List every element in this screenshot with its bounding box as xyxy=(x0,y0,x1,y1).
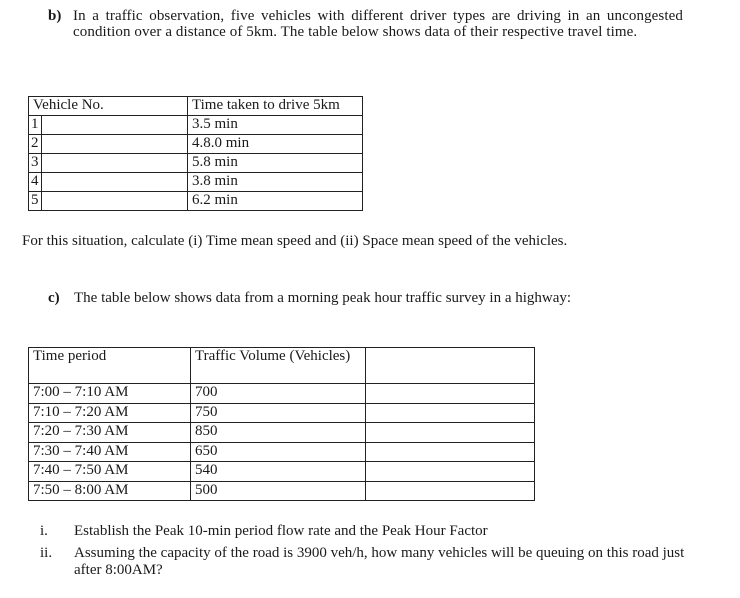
travel-time: 3.5 min xyxy=(188,116,363,135)
empty-cell xyxy=(366,403,535,423)
travel-time: 3.8 min xyxy=(188,173,363,192)
time-period: 7:30 – 7:40 AM xyxy=(29,442,191,462)
sub-question-number: ii. xyxy=(40,545,53,561)
table-row xyxy=(29,173,363,192)
sub-question-text: Assuming the capacity of the road is 3900 veh/h, how many vehicles will be queuing on this road just after 8:00AM? xyxy=(74,545,685,578)
empty-cell xyxy=(41,192,187,211)
header-time-taken: Time taken to drive 5km xyxy=(188,97,363,116)
sub-question-number: i. xyxy=(40,523,48,539)
traffic-volume-table xyxy=(28,347,535,501)
table-header-row xyxy=(29,348,535,384)
sub-question-text: Establish the Peak 10-min period flow rate and the Peak Hour Factor xyxy=(74,523,488,539)
empty-cell xyxy=(366,423,535,443)
question-b-text: In a traffic observation, five vehicles with different driver types are driving in an uncongested condition over a distance of 5km. The table below shows data of their respective travel time. xyxy=(73,8,683,40)
vehicle-number: 2 xyxy=(29,135,42,154)
question-b-label: b) xyxy=(48,8,62,24)
time-period: 7:20 – 7:30 AM xyxy=(29,423,191,443)
vehicle-number: 5 xyxy=(29,192,42,211)
empty-cell xyxy=(41,135,187,154)
empty-cell xyxy=(41,116,187,135)
header-traffic-volume: Traffic Volume (Vehicles) xyxy=(191,348,366,384)
traffic-volume: 500 xyxy=(191,481,366,501)
vehicle-number: 3 xyxy=(29,154,42,173)
table-row xyxy=(29,442,535,462)
empty-cell xyxy=(41,154,187,173)
vehicle-number: 4 xyxy=(29,173,42,192)
traffic-volume: 700 xyxy=(191,384,366,404)
table-header-row xyxy=(29,97,363,116)
traffic-volume: 850 xyxy=(191,423,366,443)
travel-time: 5.8 min xyxy=(188,154,363,173)
time-period: 7:50 – 8:00 AM xyxy=(29,481,191,501)
traffic-volume: 540 xyxy=(191,462,366,482)
table-row xyxy=(29,154,363,173)
empty-cell xyxy=(366,384,535,404)
travel-time-table xyxy=(28,96,363,211)
question-c-label: c) xyxy=(48,290,60,306)
table-row xyxy=(29,384,535,404)
header-empty xyxy=(366,348,535,384)
table-row xyxy=(29,462,535,482)
table-row xyxy=(29,403,535,423)
table-row xyxy=(29,116,363,135)
table-row xyxy=(29,135,363,154)
traffic-volume: 650 xyxy=(191,442,366,462)
header-vehicle-no: Vehicle No. xyxy=(29,97,188,116)
vehicle-number: 1 xyxy=(29,116,42,135)
situation-instruction: For this situation, calculate (i) Time mean speed and (ii) Space mean speed of the vehicles. xyxy=(22,233,568,249)
time-period: 7:40 – 7:50 AM xyxy=(29,462,191,482)
time-period: 7:00 – 7:10 AM xyxy=(29,384,191,404)
empty-cell xyxy=(41,173,187,192)
empty-cell xyxy=(366,442,535,462)
empty-cell xyxy=(366,462,535,482)
table-row xyxy=(29,481,535,501)
traffic-volume: 750 xyxy=(191,403,366,423)
table-row xyxy=(29,423,535,443)
question-c-text: The table below shows data from a morning peak hour traffic survey in a highway: xyxy=(74,290,572,306)
header-time-period: Time period xyxy=(29,348,191,384)
table-row xyxy=(29,192,363,211)
empty-cell xyxy=(366,481,535,501)
travel-time: 4.8.0 min xyxy=(188,135,363,154)
travel-time: 6.2 min xyxy=(188,192,363,211)
time-period: 7:10 – 7:20 AM xyxy=(29,403,191,423)
